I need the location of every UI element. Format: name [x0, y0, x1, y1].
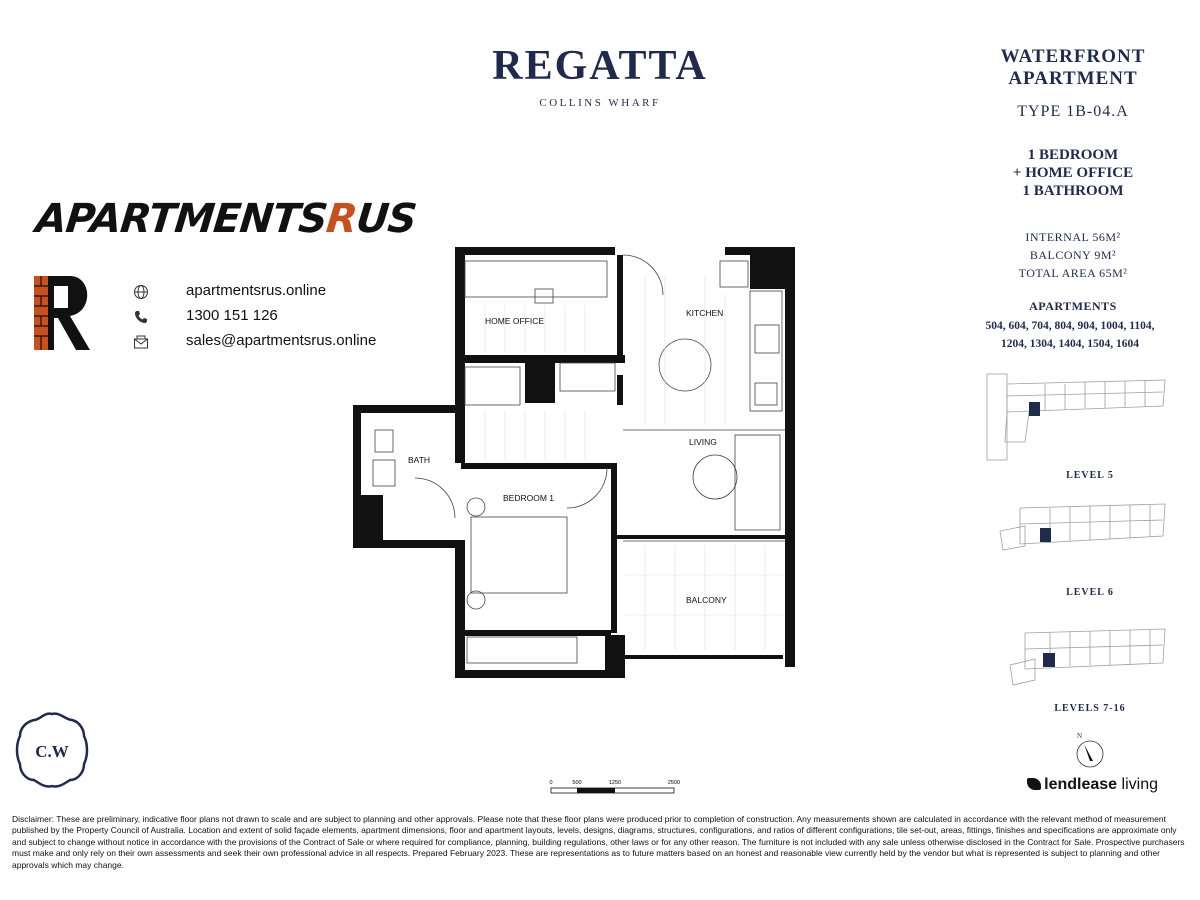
globe-icon [133, 284, 149, 300]
area-internal: INTERNAL 56M² [1025, 230, 1121, 244]
room-label-living: LIVING [689, 437, 717, 447]
rooms-line: 1 BATHROOM [1022, 183, 1124, 199]
compass-n-label: N [1077, 732, 1083, 740]
unit-heading-line2: APARTMENT [1008, 68, 1138, 89]
area-balcony: BALCONY 9M² [1029, 248, 1117, 262]
floor-plan [345, 245, 805, 685]
scale-tick: 2500 [667, 780, 681, 786]
developer-name-bold: lendlease [1044, 776, 1118, 793]
agency-website-link[interactable]: apartmentsrus.online [186, 282, 327, 299]
seal-text: C.W [35, 742, 69, 761]
room-label-home-office: HOME OFFICE [485, 316, 545, 326]
scale-tick: 500 [572, 780, 582, 786]
scale-bar [545, 778, 685, 798]
level-5-keyplan [985, 372, 1170, 464]
compass-ring [1077, 741, 1103, 767]
room-label-bedroom: BEDROOM 1 [503, 493, 555, 503]
apartments-line: 504, 604, 704, 804, 904, 1004, 1104, [985, 320, 1155, 332]
compass [1070, 728, 1110, 772]
brand-subtitle: COLLINS WHARF [539, 97, 661, 109]
unit-highlight [1040, 528, 1051, 542]
developer-logo [1027, 776, 1158, 794]
unit-highlight [1043, 653, 1055, 667]
developer-name-light: living [1121, 776, 1158, 793]
unit-heading [968, 46, 1178, 90]
level-7-16-keyplan [1005, 625, 1170, 690]
unit-heading-line1: WATERFRONT [1000, 46, 1146, 67]
agency-logo-text: APARTMENTS [33, 196, 329, 242]
room-label-bath: BATH [408, 455, 431, 465]
agency-logo-brick-r: R [324, 196, 359, 242]
level-label: LEVELS 7-16 [1054, 703, 1126, 714]
brand-title: REGATTA [492, 43, 708, 89]
rooms-line: + HOME OFFICE [1012, 165, 1134, 181]
unit-areas [968, 228, 1178, 282]
scale-tick: 1250 [608, 780, 622, 786]
collins-wharf-seal [14, 710, 90, 790]
unit-rooms [968, 146, 1178, 200]
apartments-line: 1204, 1304, 1404, 1504, 1604 [1001, 338, 1139, 350]
lendlease-mark-icon [1027, 778, 1041, 790]
agency-logo-text: US [353, 196, 419, 242]
scale-tick: 0 [549, 780, 553, 786]
email-icon [133, 334, 149, 350]
phone-icon [133, 309, 149, 325]
unit-type: TYPE 1B-04.A [1017, 103, 1129, 120]
agency-r-logo-icon [32, 272, 94, 352]
level-6-keyplan [995, 496, 1170, 556]
rooms-line: 1 BEDROOM [1027, 147, 1119, 163]
room-label-kitchen: KITCHEN [686, 308, 724, 318]
floor-texture [485, 275, 783, 650]
agency-phone-link[interactable]: 1300 151 126 [186, 307, 278, 324]
level-label: LEVEL 6 [1066, 587, 1114, 598]
room-label-balcony: BALCONY [686, 595, 727, 605]
apartments-heading: APARTMENTS [1029, 299, 1117, 313]
apartments-list [950, 317, 1190, 353]
agency-logo [34, 196, 418, 242]
level-label: LEVEL 5 [1066, 470, 1114, 481]
north-arrow-icon [1084, 744, 1093, 761]
agency-email-link[interactable]: sales@apartmentsrus.online [186, 332, 377, 349]
unit-highlight [1029, 402, 1040, 416]
disclaimer: Disclaimer: These are preliminary, indicative floor plans not drawn to scale and are subject to planning and other approvals. Please note that these floor plans were produced prior to completion of construction. Any measurements shown are calculated in accordance with the relevant method of measurement published by the Property Council of Australia. Location and extent of solid façade elements, apartment dimensions, floor and apartment layouts, levels, designs, diagrams, structures, configurations, and ratios of different configurations, tile set-out, areas, fittings, finishes and specifications are approximate only and subject to change without notice in accordance with the provisions of the Contract of Sale or where required for compliance, planning, building regulations, other laws or for any other reason. The furniture is not included with any sale unless otherwise disclosed in the Contract for Sale. Prospective purchasers must make and only rely on their own assessments and seek their own professional advice in all respects. Prepared February 2023. These are representations as to future matters based on an honest and reasonable view currently held by the vendor but what is represented is subject to planning and other approvals which may change. [12, 814, 1185, 870]
area-total: TOTAL AREA 65M² [1018, 266, 1128, 280]
